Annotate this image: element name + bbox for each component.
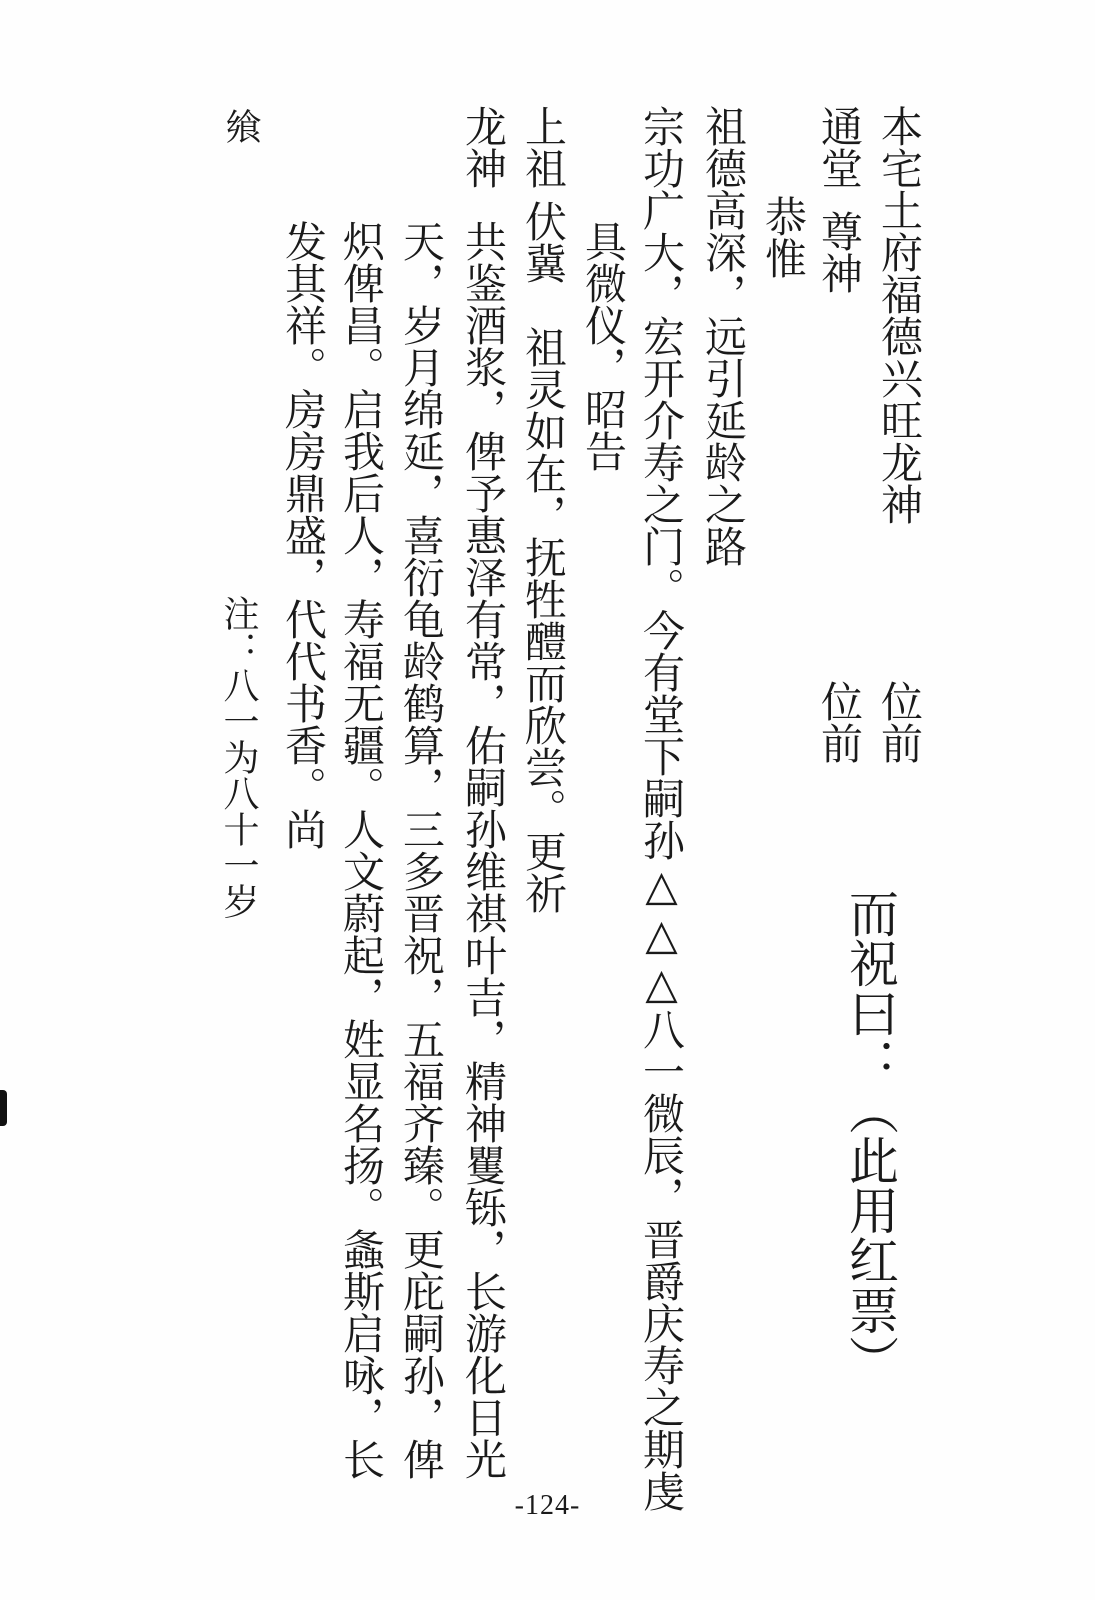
column-3-respect: 恭惟	[759, 195, 808, 279]
column-2-suffix: 位前	[815, 680, 864, 764]
column-8-text: 共鉴酒浆，俾予惠泽有常，佑嗣孙维祺叶吉，精神矍铄，长游化日光	[459, 220, 508, 1480]
scan-edge-mark	[0, 1090, 7, 1126]
footnote: 注：八一为八十一岁	[218, 595, 259, 919]
column-2-hall: 通堂	[815, 105, 864, 189]
column-12-closing: 飨	[220, 108, 261, 144]
column-9-text: 天，岁月绵延，喜衍龟龄鹤算，三多晋祝，五福齐臻。更庇嗣孙，俾	[397, 220, 446, 1480]
column-4-text: 祖德高深，远引延龄之路	[699, 105, 748, 567]
column-11-text: 发其祥。房房鼎盛，代代书香。尚	[279, 220, 328, 850]
column-1-suffix: 位前	[875, 680, 924, 764]
column-6-text: 具微仪，昭告	[579, 220, 628, 472]
page-number: -124-	[514, 1490, 581, 1521]
column-8-dragon: 龙神	[459, 105, 508, 189]
column-10-text: 炽俾昌。启我后人，寿福无疆。人文蔚起，姓显名扬。螽斯启咏，长	[337, 220, 386, 1480]
column-7-ancestors: 上祖	[519, 105, 568, 189]
heading-red-paper-note: （此用红票）	[841, 1085, 899, 1385]
heading-prayer-intro: 而祝曰：	[841, 888, 899, 1088]
column-7-text: 伏冀 祖灵如在，抚牲醴而欣尝。更祈	[519, 200, 568, 914]
column-1-deity: 本宅土府福德兴旺龙神	[875, 105, 924, 525]
column-2-deity: 尊神	[815, 210, 864, 294]
column-5-text: 宗功广大，宏开介寿之门。今有堂下嗣孙△△△八一微辰，晋爵庆寿之期虔	[637, 105, 686, 1512]
